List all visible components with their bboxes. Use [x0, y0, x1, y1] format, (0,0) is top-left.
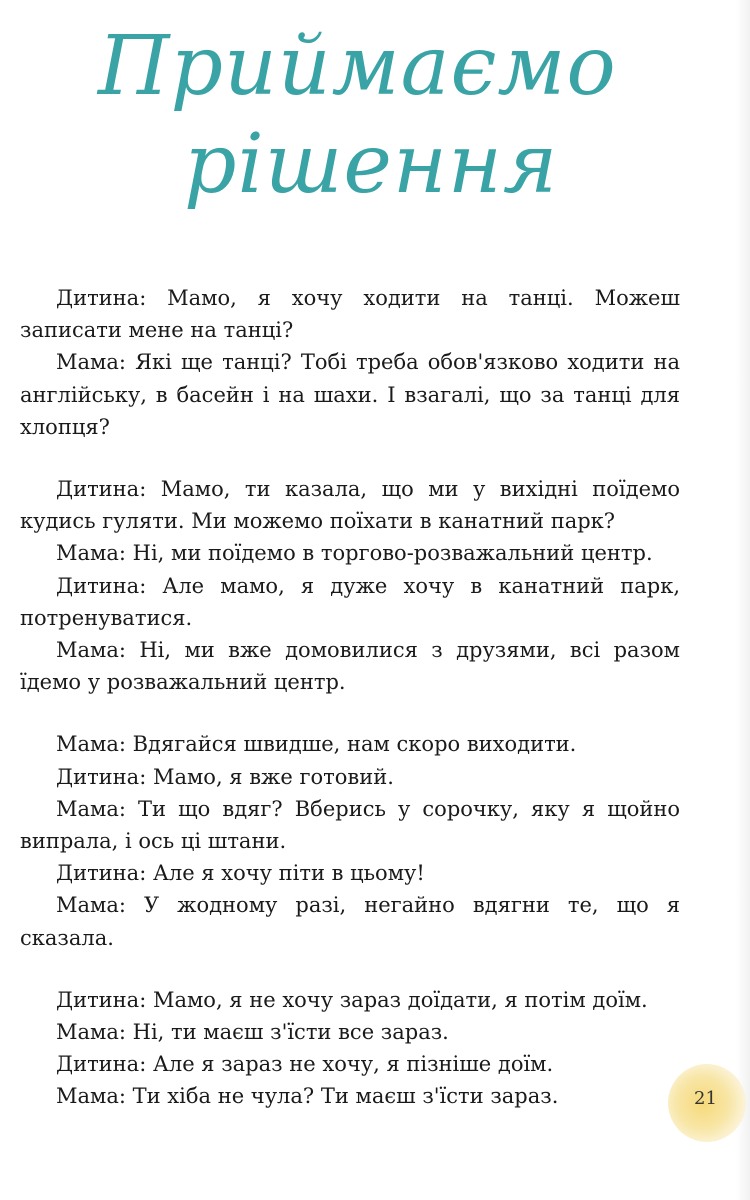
dialogue-line: Мама: Ні, ти маєш з'їсти все зараз. [56, 1020, 449, 1045]
dialogue-line: Мама: Вдягайся швидше, нам скоро виходити. [56, 732, 577, 757]
dialogue-line: Мама: У жодному разі, негайно вдягни те, що я сказала. [20, 893, 680, 950]
dialogue-line: Дитина: Мамо, я вже готовий. [56, 764, 394, 789]
dialogue-line: Дитина: Але я хочу піти в цьому! [56, 861, 425, 886]
dialogue-line: Мама: Які ще танці? Тобі треба обов'язково ходити на англійську, в басейн і на шахи. І взагалі, що за танці для хлопця? [20, 350, 680, 439]
dialogue-line: Дитина: Мамо, я не хочу зараз доїдати, я потім доїм. [56, 987, 648, 1012]
page-edge [736, 0, 750, 1200]
dialogue-line: Дитина: Але я зараз не хочу, я пізніше доїм. [56, 1052, 554, 1077]
dialogue-line: Дитина: Мамо, я хочу ходити на танці. Можеш записати мене на танці? [20, 286, 680, 343]
page-number-badge [668, 1064, 746, 1142]
dialogue-line: Мама: Ні, ми поїдемо в торгово-розважальний центр. [56, 541, 653, 566]
dialogue-line: Мама: Ні, ми вже домовилися з друзями, всі разом їдемо у розважальний центр. [20, 638, 680, 695]
dialogue-block-4 [20, 984, 680, 1113]
dialogue-line: Дитина: Мамо, ти казала, що ми у вихідні поїдемо кудись гуляти. Ми можемо поїхати в канатний парк? [20, 477, 680, 534]
page-number: 21 [694, 1088, 717, 1109]
dialogue-block-1 [20, 282, 680, 443]
dialogue-block-2 [20, 473, 680, 698]
dialogue-line: Мама: Ти хіба не чула? Ти маєш з'їсти зараз. [56, 1084, 559, 1109]
dialogue-line: Дитина: Але мамо, я дуже хочу в канатний парк, потренуватися. [20, 573, 680, 630]
title-line-2: рішення [184, 117, 559, 212]
page-title [92, 18, 652, 214]
title-line-1: Приймаємо [98, 19, 617, 114]
dialogue-block-3 [20, 728, 680, 953]
dialogue-text [20, 282, 680, 1143]
dialogue-line: Мама: Ти що вдяг? Вберись у сорочку, яку я щойно випрала, і ось ці штани. [20, 796, 680, 854]
